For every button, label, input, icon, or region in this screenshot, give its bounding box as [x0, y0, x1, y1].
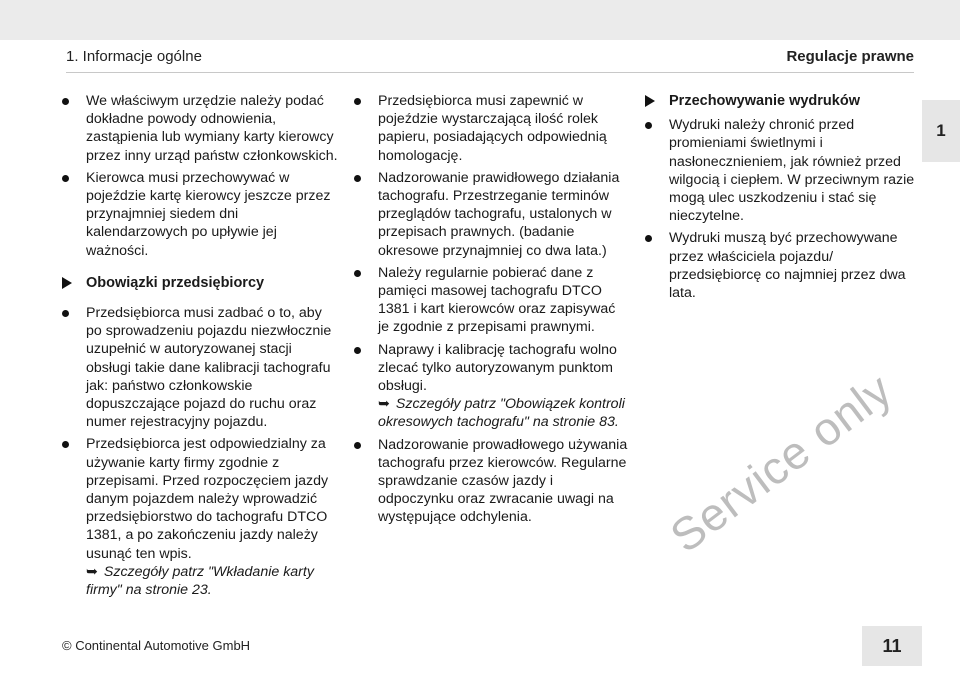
chapter-title: 1. Informacje ogólne	[66, 48, 202, 65]
cross-reference[interactable]	[378, 395, 630, 431]
triangle-right-icon	[645, 95, 655, 107]
bullet-icon	[62, 98, 69, 105]
bullet-icon	[354, 347, 361, 354]
bullet-icon	[354, 442, 361, 449]
cross-reference-text: Szczegóły patrz "Obowiązek kontroli okresowych tachografu" na stronie 83.	[378, 396, 625, 431]
chapter-tab: 1	[922, 100, 960, 162]
column-3	[645, 92, 921, 306]
list-item-text: Naprawy i kalibrację tachografu wolno zlecać tylko autoryzowanym punktom obsługi.	[378, 341, 617, 395]
list-item-text: Przedsiębiorca musi zadbać o to, aby po sprowadzeniu pojazdu niezwłocznie uzupełnić w autoryzowanej stacji obsługi takie dane kalibracji tachografu jak: państwo członkowskie dopuszczające pojazd do ruchu oraz numer rejestracyjny pojazdu.	[86, 305, 332, 431]
list-item-text: Przedsiębiorca musi zapewnić w pojeździe wystarczającą ilość rolek papieru, posiadających odpowiednią homologację.	[378, 93, 607, 164]
column-2	[354, 92, 630, 531]
list-item-text: Nadzorowanie prowadłowego używania tachografu przez kierowców. Regularne sprawdzanie czasów jazdy i odpoczynku oraz zwracanie uwagi na występujące odchylenia.	[378, 436, 628, 526]
list-item-text: Kierowca musi przechowywać w pojeździe kartę kierowcy jeszcze przez przynajmniej siedem dni kalendarzowych po upływie jej ważności.	[86, 169, 331, 259]
watermark: Service only	[660, 362, 902, 563]
list-item-text: Nadzorowanie prawidłowego działania tachografu. Przestrzeganie terminów przeglądów tachografu, ustalonych w przepisach prawnych. (badanie okresowe przynajmniej co dwa lata.)	[378, 169, 620, 259]
arrow-reference-icon: ➥	[378, 396, 390, 413]
list-item-text: Wydruki muszą być przechowywane przez właściciela pojazdu/ przedsiębiorcę co najmniej przez dwa lata.	[669, 230, 906, 302]
bullet-icon	[645, 122, 652, 129]
bullet-icon	[354, 98, 361, 105]
list-item	[354, 92, 630, 165]
list-item	[62, 435, 338, 599]
copyright-notice: © Continental Automotive GmbH	[62, 638, 251, 653]
list-item	[645, 229, 921, 302]
list-item-text: We właściwym urzędzie należy podać dokładne powody odnowienia, zastąpienia lub wymiany karty kierowcy przez inny urząd państw członkowskich.	[86, 93, 338, 164]
list-item-text: Przedsiębiorca jest odpowiedzialny za używanie karty firmy zgodnie z przepisami. Przed rozpoczęciem jazdy danym pojazdem należy wprowadzić przedsiębiorstwo do tachografu DTCO 1381, a po zakończeniu jazdy należy usunąć ten wpis.	[86, 436, 329, 562]
section-heading-text: Obowiązki przedsiębiorcy	[86, 274, 265, 291]
cross-reference[interactable]	[86, 563, 338, 599]
list-item	[354, 264, 630, 337]
bullet-icon	[62, 441, 69, 448]
section-heading	[62, 274, 338, 292]
bullet-icon	[62, 310, 69, 317]
bullet-icon	[62, 175, 69, 182]
list-item	[62, 304, 338, 431]
page-number: 11	[862, 626, 922, 666]
list-item	[62, 169, 338, 260]
bullet-icon	[354, 270, 361, 277]
column-1	[62, 92, 338, 603]
list-item-text: Wydruki należy chronić przed promieniami świetlnymi i nasłonecznieniem, jak również przed wilgocią i ciepłem. W przeciwnym razie mogą ulec uszkodzeniu i stać się nieczytelne.	[669, 117, 915, 225]
cross-reference-text: Szczegóły patrz "Wkładanie karty firmy" na stronie 23.	[86, 563, 314, 599]
triangle-right-icon	[62, 277, 72, 289]
list-item-text: Należy regularnie pobierać dane z pamięci masowej tachografu DTCO 1381 i kart kierowców oraz zapisywać je zgodnie z przepisami prawnymi.	[378, 264, 616, 336]
list-item	[354, 169, 630, 260]
section-heading-text: Przechowywanie wydruków	[669, 93, 860, 109]
top-bar	[0, 0, 960, 40]
list-item	[62, 92, 338, 165]
bullet-icon	[645, 235, 652, 242]
bullet-icon	[354, 175, 361, 182]
section-title: Regulacje prawne	[786, 48, 914, 65]
list-item	[354, 341, 630, 432]
section-heading	[645, 92, 921, 110]
list-item	[645, 116, 921, 225]
page-header	[0, 40, 960, 76]
list-item	[354, 436, 630, 527]
arrow-reference-icon: ➥	[86, 563, 98, 580]
header-divider	[66, 72, 914, 73]
